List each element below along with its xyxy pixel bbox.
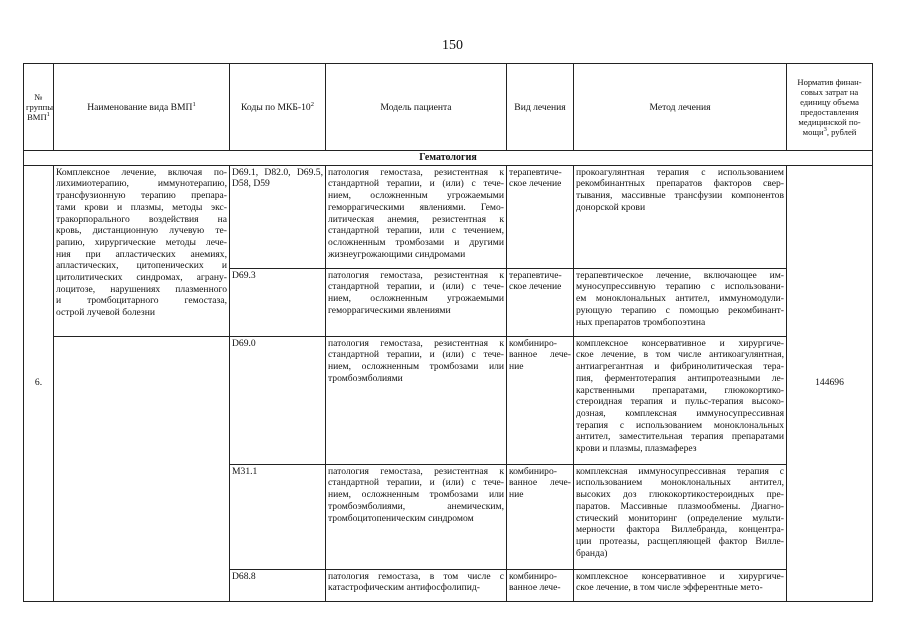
- text-line: стандартной терапии, и (или) с тече-: [328, 281, 504, 293]
- text-line: муносупрессивную терапию с использовани-: [576, 281, 784, 293]
- text-line: рапию, хирургические методы лече-: [56, 236, 227, 248]
- medical-care-table: [23, 63, 873, 602]
- text-line: терапевтиче-: [509, 166, 562, 178]
- text-line: лихимиотерапию, иммунотерапию,: [56, 178, 227, 190]
- icd-codes-cell: [230, 165, 326, 268]
- text-line: комбиниро-: [509, 570, 557, 582]
- cost-standard-cell: 144696: [787, 165, 873, 601]
- text-line: катастрофическим антифосфолипид-: [328, 582, 480, 594]
- patient-model-cell: [326, 268, 507, 336]
- text-line: нием, осложненным угрожаемыми: [328, 190, 504, 202]
- patient-model-cell: [326, 165, 507, 268]
- treatment-method-cell: [574, 336, 787, 464]
- text-line: нием, осложненным тромбозами или: [328, 489, 504, 501]
- text-line: ванное лече-: [509, 477, 571, 489]
- text-line: стический мониторинг (определение мульти-: [576, 512, 784, 524]
- text-line: донорской крови: [576, 201, 646, 213]
- text-line: ние: [509, 489, 524, 501]
- text-line: комплексное консервативное и хирургиче-: [576, 570, 784, 582]
- text-line: ское лечение, в том числе антикоагулянтная,: [576, 349, 784, 361]
- text-line: паратов. Массивные плазмообмены. Диагно-: [576, 500, 784, 512]
- text-line: комплексная иммуносупрессивная терапия с: [576, 465, 784, 477]
- care-type-name-cell: [54, 165, 230, 336]
- text-line: D69.0: [232, 337, 256, 349]
- text-line: ванное лече-: [509, 582, 561, 594]
- text-line: рекомбинантных препаратов факторов свер-: [576, 178, 784, 190]
- treatment-method-cell: [574, 268, 787, 336]
- table-header-row: [24, 64, 873, 151]
- table-row: [24, 336, 873, 464]
- text-line: комбиниро-: [509, 465, 557, 477]
- text-line: нием, осложненным угрожаемыми: [328, 293, 504, 305]
- patient-model-cell: [326, 569, 507, 601]
- header-treatment-method: Метод лечения: [574, 64, 787, 151]
- text-line: D68.8: [232, 570, 256, 582]
- text-line: стандартной терапии, и (или) с тече-: [328, 349, 504, 361]
- text-line: Комплексное лечение, включая по-: [56, 166, 227, 178]
- text-line: дозная, комплексная иммуносупрессивная: [576, 407, 784, 419]
- treatment-method-cell: [574, 165, 787, 268]
- text-line: рующую терапию с помощью рекомбинант-: [576, 304, 784, 316]
- patient-model-cell: [326, 336, 507, 464]
- text-line: M31.1: [232, 465, 258, 477]
- text-line: нием, осложненным тромбозами или: [328, 361, 504, 373]
- text-line: тывания, массивные трансфузии компонентов: [576, 190, 784, 202]
- section-title: Гематология: [24, 151, 873, 166]
- text-line: использованием моноклональных антител,: [576, 477, 784, 489]
- treatment-method-cell: [574, 464, 787, 569]
- text-line: прокоагулянтная терапия с использованием: [576, 166, 784, 178]
- icd-codes-cell: [230, 336, 326, 464]
- text-line: патология гемостаза, в том числе с: [328, 570, 504, 582]
- text-line: ния при апластических анемиях,: [56, 248, 227, 260]
- text-line: антиагрегантная и фибринолитическая тера-: [576, 361, 784, 373]
- text-line: трансфузионную терапию препара-: [56, 190, 227, 202]
- group-number-cell: 6.: [24, 165, 54, 601]
- text-line: патология гемостаза, резистентная к: [328, 269, 504, 281]
- patient-model-cell: [326, 464, 507, 569]
- text-line: терапия с использованием моноклональных: [576, 419, 784, 431]
- text-line: карственными препаратами, глюкокортико-: [576, 384, 784, 396]
- text-line: крови и плазмы, плазмаферез: [576, 443, 697, 455]
- text-line: антител, заместительная терапия препаратами: [576, 431, 784, 443]
- text-line: тами крови и плазмы, методы экс-: [56, 201, 227, 213]
- text-line: стероидная терапия и пульс-терапия высоко-: [576, 396, 784, 408]
- text-line: тромбоэмболиями: [328, 372, 403, 384]
- text-line: осложненным тромбозами и другими: [328, 236, 504, 248]
- text-line: геморрагическими явлениями: [328, 304, 451, 316]
- text-line: терапевтиче-: [509, 269, 562, 281]
- text-line: тракорпорального воздействия на: [56, 213, 227, 225]
- text-line: ское лечение: [509, 178, 562, 190]
- text-line: пия, ферментотерапия антипротеазными ле-: [576, 372, 784, 384]
- treatment-type-cell: [507, 464, 574, 569]
- text-line: D69.1, D82.0, D69.5,: [232, 166, 323, 178]
- text-line: ванное лече-: [509, 349, 571, 361]
- text-line: патология гемостаза, резистентная к: [328, 337, 504, 349]
- icd-codes-cell: [230, 268, 326, 336]
- icd-codes-cell: [230, 464, 326, 569]
- text-line: острой лучевой болезни: [56, 307, 155, 319]
- header-cost-standard: Норматив финан- совых затрат на единицу объема предоставления медицинской по- мощи$^3$, рублей: [787, 64, 873, 151]
- text-line: D69.3: [232, 269, 256, 281]
- text-line: мерности фактора Виллебранда, концентра-: [576, 524, 784, 536]
- text-line: высоких доз глюкокортикостероидных пре-: [576, 489, 784, 501]
- icd-codes-cell: [230, 569, 326, 601]
- text-line: бранда): [576, 547, 608, 559]
- text-line: патология гемостаза, резистентная к: [328, 465, 504, 477]
- section-row: [24, 151, 873, 166]
- text-line: D58, D59: [232, 178, 270, 190]
- text-line: стандартной терапии, и (или) с тече-: [328, 477, 504, 489]
- text-line: патология гемостаза, резистентная к: [328, 166, 504, 178]
- text-line: геморрагическими явлениями. Гемо-: [328, 201, 504, 213]
- treatment-type-cell: [507, 336, 574, 464]
- text-line: стандартной терапии, или с течением,: [328, 225, 504, 237]
- treatment-type-cell: [507, 268, 574, 336]
- text-line: кровь, дистанционную лучевую те-: [56, 225, 227, 237]
- text-line: терапевтическое лечение, включающее им-: [576, 269, 784, 281]
- table-row: [24, 165, 873, 268]
- header-patient-model: Модель пациента: [326, 64, 507, 151]
- text-line: ем моноклональных антител, иммуномодули-: [576, 293, 784, 305]
- text-line: комплексное консервативное и хирургиче-: [576, 337, 784, 349]
- page-number: 150: [442, 38, 463, 53]
- text-line: тромбоцитопеническим синдромом: [328, 512, 474, 524]
- text-line: лоцитозе, нарушениях плазменного: [56, 283, 227, 295]
- header-treatment-type: Вид лечения: [507, 64, 574, 151]
- text-line: и тромбоцитарного гемостаза,: [56, 295, 227, 307]
- text-line: ции протеазы, расщепляющей фактор Вилле-: [576, 535, 784, 547]
- text-line: жизнеугрожающими синдромами: [328, 248, 466, 260]
- text-line: ское лечение, в том числе эфферентные мето-: [576, 582, 763, 594]
- text-line: тромбоэмболиями, анемическим,: [328, 500, 504, 512]
- text-line: цитолитических синдромах, аграну-: [56, 272, 227, 284]
- header-group-number: № группы ВМП$^1$: [24, 64, 54, 151]
- header-icd-codes: Коды по МКБ-$10^2$: [230, 64, 326, 151]
- text-line: ние: [509, 361, 524, 373]
- care-type-name-continued-cell: [54, 336, 230, 601]
- text-line: литическая анемия, резистентная к: [328, 213, 504, 225]
- header-care-type-name: Наименование вида ВМП$^1$: [54, 64, 230, 151]
- text-line: ных препаратов тромбопоэтина: [576, 316, 706, 328]
- treatment-method-cell: [574, 569, 787, 601]
- text-line: комбиниро-: [509, 337, 557, 349]
- treatment-type-cell: [507, 569, 574, 601]
- text-line: стандартной терапии, и (или) с тече-: [328, 178, 504, 190]
- text-line: апластических, цитопенических и: [56, 260, 227, 272]
- treatment-type-cell: [507, 165, 574, 268]
- text-line: ское лечение: [509, 281, 562, 293]
